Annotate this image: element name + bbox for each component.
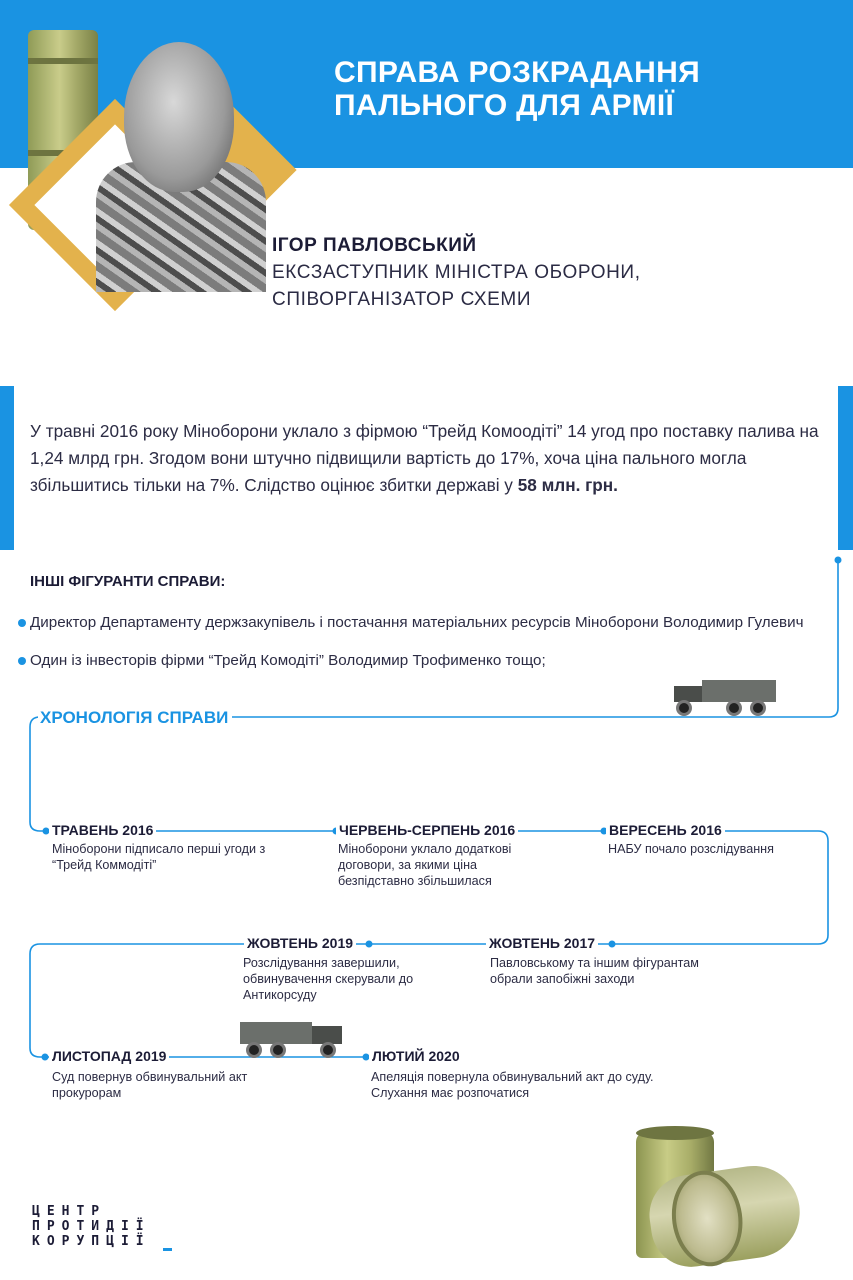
organization-logo [32, 1204, 151, 1249]
figure-item: Один із інвесторів фірми “Трейд Комодіті” Володимир Трофименко тощо; [30, 652, 546, 669]
logo-accent-bar [163, 1248, 172, 1251]
title-line-2: ПАЛЬНОГО ДЛЯ АРМІЇ [334, 89, 675, 122]
figure-item: Директор Департаменту держзакупівель і постачання матеріальних ресурсів Міноборони Володимир Гулевич [30, 614, 804, 631]
logo-line-1: ЦЕНТР [32, 1204, 107, 1219]
event-date: ВЕРЕСЕНЬ 2016 [606, 822, 725, 838]
event-date: ЧЕРВЕНЬ-СЕРПЕНЬ 2016 [336, 822, 518, 838]
event-text: Міноборони уклало додаткові договори, за якими ціна безпідставно збільшилася [338, 842, 512, 888]
event-text: Апеляція повернула обвинувальний акт до суду. Слухання має розпочатися [371, 1070, 654, 1100]
role-line-2: СПІВОРГАНІЗАТОР СХЕМИ [272, 289, 532, 310]
title-line-1: СПРАВА РОЗКРАДАННЯ [334, 56, 700, 89]
chronology-heading: ХРОНОЛОГІЯ СПРАВИ [38, 708, 232, 728]
event-text: НАБУ почало розслідування [608, 842, 774, 856]
damage-amount: 58 млн. грн. [517, 475, 618, 495]
event-date: ЖОВТЕНЬ 2017 [486, 935, 598, 951]
event-date: ЛЮТИЙ 2020 [369, 1048, 463, 1064]
military-truck-icon [240, 1020, 350, 1060]
summary-text: У травні 2016 року Міноборони уклало з фірмою “Трейд Комоодіті” 14 угод про поставку палива на 1,24 млрд грн. Згодом вони штучно підвищили вартість до 17%, хоча ціна пального могла збільшитись тільки на 7%. Слідство оцінює збитки державі у [30, 421, 819, 495]
military-truck-icon [666, 678, 776, 718]
event-text: Міноборони підписало перші угоди з “Трейд Коммодіті” [52, 842, 266, 872]
role-line-1: ЕКСЗАСТУПНИК МІНІСТРА ОБОРОНИ, [272, 262, 641, 283]
event-text: Розслідування завершили, обвинувачення скерували до Антикорсуду [243, 956, 414, 1002]
event-date: ЖОВТЕНЬ 2019 [244, 935, 356, 951]
logo-line-3: КОРУПЦІЇ [32, 1234, 151, 1249]
logo-line-2: ПРОТИДІЇ [32, 1219, 151, 1234]
event-date: ТРАВЕНЬ 2016 [49, 822, 156, 838]
person-name: ІГОР ПАВЛОВСЬКИЙ [272, 235, 477, 256]
event-text: Суд повернув обвинувальний акт прокурорам [52, 1070, 248, 1100]
event-text: Павловському та іншим фігурантам обрали запобіжні заходи [490, 956, 699, 986]
figures-heading: ІНШІ ФІГУРАНТИ СПРАВИ: [30, 573, 226, 590]
event-date: ЛИСТОПАД 2019 [49, 1048, 169, 1064]
